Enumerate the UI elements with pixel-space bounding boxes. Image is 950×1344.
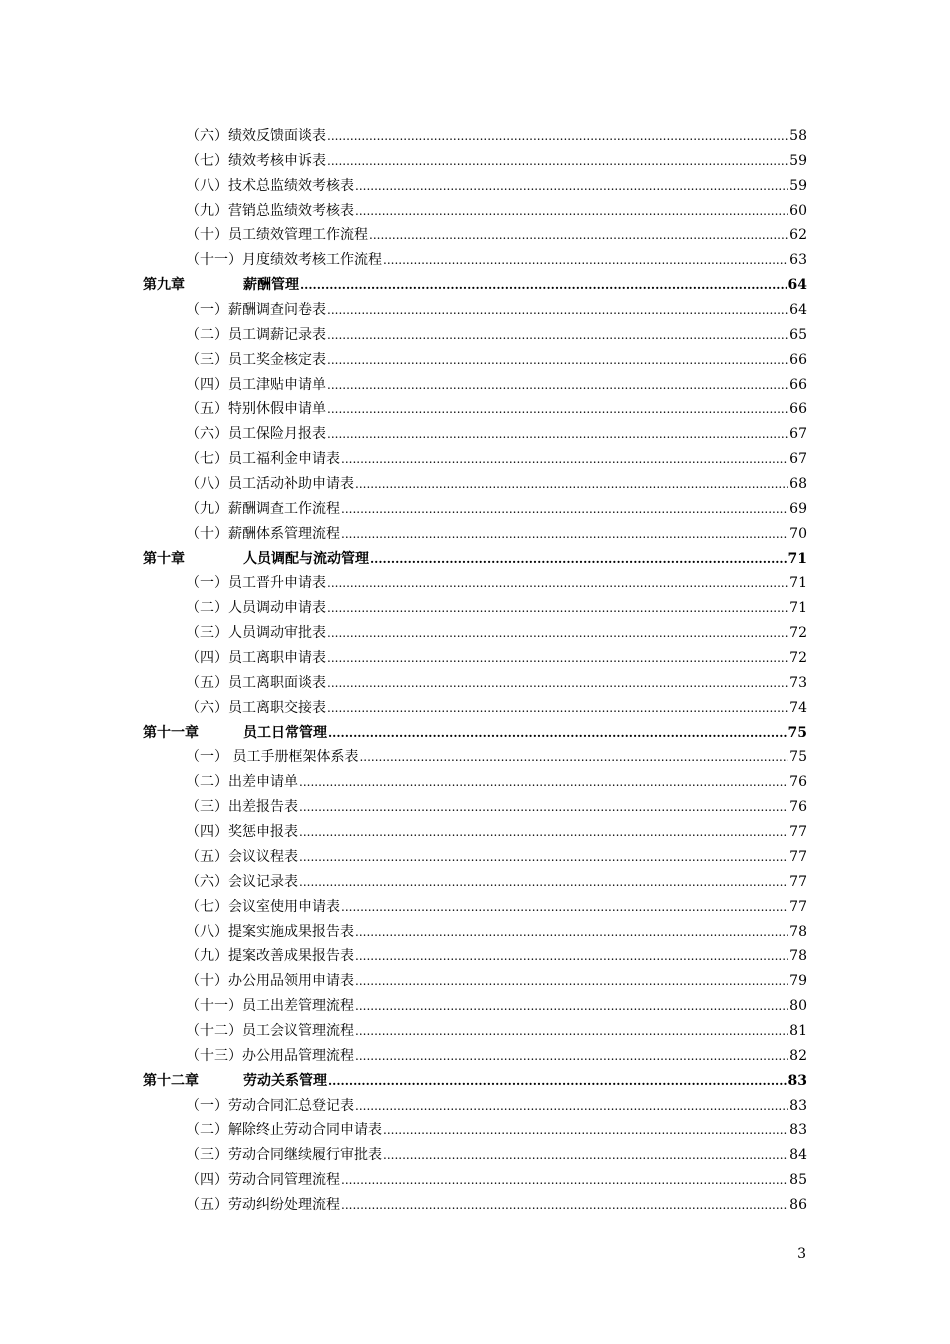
dot-leader xyxy=(355,920,788,945)
toc-page-number: 78 xyxy=(789,948,807,965)
toc-section-label: （二）员工调薪记录表 xyxy=(186,326,326,343)
dot-leader xyxy=(383,248,788,273)
toc-section-entry[interactable] xyxy=(143,472,807,497)
toc-page-number: 77 xyxy=(789,898,807,915)
toc-section-entry[interactable] xyxy=(143,1143,807,1168)
toc-chapter-title: 员工日常管理 xyxy=(243,724,327,741)
toc-section-entry[interactable] xyxy=(143,1118,807,1143)
toc-section-entry[interactable] xyxy=(143,124,807,149)
toc-section-entry[interactable] xyxy=(143,248,807,273)
dot-leader xyxy=(299,770,788,795)
dot-leader xyxy=(327,596,788,621)
toc-chapter-label xyxy=(143,721,327,746)
table-of-contents xyxy=(143,124,807,1218)
toc-section-entry[interactable] xyxy=(143,149,807,174)
toc-page-number: 72 xyxy=(789,625,807,642)
toc-section-label: （五）员工离职面谈表 xyxy=(186,674,326,691)
toc-section-label: （四）奖惩申报表 xyxy=(186,824,298,841)
toc-section-label: （一） 员工手册框架体系表 xyxy=(186,749,359,766)
toc-section-entry[interactable] xyxy=(143,870,807,895)
toc-section-label: （十三）办公用品管理流程 xyxy=(186,1047,354,1064)
toc-chapter-label xyxy=(143,547,369,572)
dot-leader xyxy=(327,348,788,373)
toc-section-label: （六）员工离职交接表 xyxy=(186,699,326,716)
toc-page-number: 64 xyxy=(787,277,807,294)
toc-section-entry[interactable] xyxy=(143,199,807,224)
toc-section-entry[interactable] xyxy=(143,323,807,348)
dot-leader xyxy=(299,795,788,820)
toc-section-label: （二）出差申请单 xyxy=(186,774,298,791)
dot-leader xyxy=(299,820,788,845)
toc-section-label: （七）员工福利金申请表 xyxy=(186,451,340,468)
dot-leader xyxy=(383,1118,788,1143)
dot-leader xyxy=(327,124,788,149)
dot-leader xyxy=(355,994,788,1019)
dot-leader xyxy=(327,621,788,646)
toc-section-entry[interactable] xyxy=(143,571,807,596)
toc-chapter-title: 劳动关系管理 xyxy=(243,1072,327,1089)
dot-leader xyxy=(369,223,788,248)
toc-section-label: （三）人员调动审批表 xyxy=(186,625,326,642)
page-number: 3 xyxy=(797,1246,806,1262)
toc-page-number: 66 xyxy=(789,376,807,393)
toc-chapter-entry[interactable] xyxy=(143,721,807,746)
toc-page-number: 70 xyxy=(789,525,807,542)
toc-section-entry[interactable] xyxy=(143,845,807,870)
toc-page-number: 77 xyxy=(789,824,807,841)
toc-chapter-title: 人员调配与流动管理 xyxy=(243,550,369,567)
dot-leader xyxy=(327,323,788,348)
dot-leader xyxy=(359,745,788,770)
toc-section-entry[interactable] xyxy=(143,348,807,373)
dot-leader xyxy=(299,845,788,870)
toc-page-number: 64 xyxy=(789,302,807,319)
toc-page-number: 67 xyxy=(789,451,807,468)
dot-leader xyxy=(355,1019,788,1044)
toc-section-label: （五）特别休假申请单 xyxy=(186,401,326,418)
toc-section-label: （八）技术总监绩效考核表 xyxy=(186,177,354,194)
toc-section-entry[interactable] xyxy=(143,1193,807,1218)
toc-page-number: 68 xyxy=(789,476,807,493)
dot-leader xyxy=(341,447,788,472)
dot-leader xyxy=(327,671,788,696)
toc-section-label: （四）员工津贴申请单 xyxy=(186,376,326,393)
dot-leader xyxy=(327,422,788,447)
toc-section-entry[interactable] xyxy=(143,621,807,646)
toc-section-entry[interactable] xyxy=(143,944,807,969)
dot-leader xyxy=(341,522,788,547)
toc-section-label: （九）营销总监绩效考核表 xyxy=(186,202,354,219)
toc-section-entry[interactable] xyxy=(143,397,807,422)
toc-section-entry[interactable] xyxy=(143,223,807,248)
toc-page-number: 63 xyxy=(789,252,807,269)
toc-page-number: 75 xyxy=(789,749,807,766)
toc-chapter-entry[interactable] xyxy=(143,1069,807,1094)
toc-section-entry[interactable] xyxy=(143,745,807,770)
toc-page-number: 75 xyxy=(787,724,807,741)
toc-page-number: 82 xyxy=(789,1047,807,1064)
dot-leader xyxy=(341,497,788,522)
toc-section-label: （一）薪酬调查问卷表 xyxy=(186,302,326,319)
toc-page-number: 73 xyxy=(789,674,807,691)
toc-section-label: （六）绩效反馈面谈表 xyxy=(186,128,326,144)
toc-page-number: 58 xyxy=(789,128,807,144)
dot-leader xyxy=(355,199,788,224)
dot-leader xyxy=(355,1044,788,1069)
toc-page-number: 85 xyxy=(789,1172,807,1189)
toc-section-label: （十一）员工出差管理流程 xyxy=(186,998,354,1015)
toc-chapter-title: 薪酬管理 xyxy=(243,277,299,294)
toc-section-entry[interactable] xyxy=(143,298,807,323)
toc-page-number: 71 xyxy=(787,550,807,567)
toc-section-entry[interactable] xyxy=(143,497,807,522)
dot-leader xyxy=(355,969,788,994)
toc-chapter-number: 第十二章 xyxy=(143,1072,199,1089)
toc-section-label: （一）劳动合同汇总登记表 xyxy=(186,1097,354,1114)
toc-section-label: （十）薪酬体系管理流程 xyxy=(186,525,340,542)
toc-page-number: 71 xyxy=(789,600,807,617)
dot-leader xyxy=(355,472,788,497)
dot-leader xyxy=(355,944,788,969)
toc-page-number: 77 xyxy=(789,848,807,865)
dot-leader xyxy=(327,696,788,721)
toc-section-entry[interactable] xyxy=(143,447,807,472)
toc-page-number: 83 xyxy=(789,1097,807,1114)
toc-section-label: （九）提案改善成果报告表 xyxy=(186,948,354,965)
toc-section-label: （七）会议室使用申请表 xyxy=(186,898,340,915)
toc-section-entry[interactable] xyxy=(143,174,807,199)
toc-section-label: （九）薪酬调查工作流程 xyxy=(186,500,340,517)
toc-section-label: （一）员工晋升申请表 xyxy=(186,575,326,592)
dot-leader xyxy=(328,721,787,746)
toc-page-number: 59 xyxy=(789,177,807,194)
dot-leader xyxy=(327,373,788,398)
dot-leader xyxy=(300,273,787,298)
toc-page-number: 67 xyxy=(789,426,807,443)
toc-section-entry[interactable] xyxy=(143,895,807,920)
toc-page-number: 76 xyxy=(789,774,807,791)
toc-chapter-label xyxy=(143,273,299,298)
toc-section-entry[interactable] xyxy=(143,1019,807,1044)
toc-section-entry[interactable] xyxy=(143,1094,807,1119)
toc-section-entry[interactable] xyxy=(143,1044,807,1069)
toc-section-entry[interactable] xyxy=(143,820,807,845)
toc-section-entry[interactable] xyxy=(143,969,807,994)
toc-section-label: （十二）员工会议管理流程 xyxy=(186,1022,354,1039)
toc-section-label: （十一）月度绩效考核工作流程 xyxy=(186,252,382,269)
toc-chapter-number: 第十章 xyxy=(143,550,185,567)
toc-page-number: 86 xyxy=(789,1196,807,1213)
toc-section-entry[interactable] xyxy=(143,795,807,820)
dot-leader xyxy=(327,571,788,596)
dot-leader xyxy=(327,646,788,671)
toc-section-label: （二）解除终止劳动合同申请表 xyxy=(186,1122,382,1139)
toc-section-entry[interactable] xyxy=(143,646,807,671)
toc-page-number: 84 xyxy=(789,1147,807,1164)
toc-page-number: 71 xyxy=(789,575,807,592)
toc-page-number: 60 xyxy=(789,202,807,219)
toc-page-number: 79 xyxy=(789,973,807,990)
toc-section-entry[interactable] xyxy=(143,373,807,398)
dot-leader xyxy=(383,1143,788,1168)
toc-section-label: （四）劳动合同管理流程 xyxy=(186,1172,340,1189)
toc-section-label: （三）劳动合同继续履行审批表 xyxy=(186,1147,382,1164)
toc-section-label: （七）绩效考核申诉表 xyxy=(186,152,326,169)
toc-chapter-number: 第九章 xyxy=(143,277,185,294)
toc-section-entry[interactable] xyxy=(143,1168,807,1193)
toc-chapter-entry[interactable] xyxy=(143,547,807,572)
dot-leader xyxy=(299,870,788,895)
toc-page-number: 76 xyxy=(789,799,807,816)
dot-leader xyxy=(328,1069,787,1094)
dot-leader xyxy=(355,174,788,199)
dot-leader xyxy=(341,1168,788,1193)
dot-leader xyxy=(327,149,788,174)
toc-section-label: （六）会议记录表 xyxy=(186,873,298,890)
toc-page-number: 81 xyxy=(789,1022,807,1039)
toc-page-number: 83 xyxy=(789,1122,807,1139)
toc-section-entry[interactable] xyxy=(143,596,807,621)
toc-section-label: （六）员工保险月报表 xyxy=(186,426,326,443)
toc-page-number: 78 xyxy=(789,923,807,940)
toc-chapter-number: 第十一章 xyxy=(143,724,199,741)
toc-chapter-label xyxy=(143,1069,327,1094)
toc-page-number: 74 xyxy=(789,699,807,716)
toc-section-label: （四）员工离职申请表 xyxy=(186,650,326,667)
toc-section-entry[interactable] xyxy=(143,671,807,696)
toc-section-label: （三）出差报告表 xyxy=(186,799,298,816)
dot-leader xyxy=(341,895,788,920)
toc-page-number: 69 xyxy=(789,500,807,517)
toc-page-number: 72 xyxy=(789,650,807,667)
toc-section-label: （二）人员调动申请表 xyxy=(186,600,326,617)
toc-section-label: （五）劳动纠纷处理流程 xyxy=(186,1196,340,1213)
toc-section-label: （三）员工奖金核定表 xyxy=(186,351,326,368)
dot-leader xyxy=(327,397,788,422)
toc-page-number: 59 xyxy=(789,152,807,169)
toc-section-entry[interactable] xyxy=(143,920,807,945)
toc-section-label: （五）会议议程表 xyxy=(186,848,298,865)
dot-leader xyxy=(327,298,788,323)
toc-section-label: （八）提案实施成果报告表 xyxy=(186,923,354,940)
toc-page-number: 66 xyxy=(789,401,807,418)
toc-page-number: 66 xyxy=(789,351,807,368)
toc-section-label: （十）员工绩效管理工作流程 xyxy=(186,227,368,244)
toc-section-entry[interactable] xyxy=(143,994,807,1019)
toc-section-entry[interactable] xyxy=(143,422,807,447)
toc-page-number: 65 xyxy=(789,326,807,343)
toc-page-number: 62 xyxy=(789,227,807,244)
toc-section-label: （十）办公用品领用申请表 xyxy=(186,973,354,990)
toc-page-number: 80 xyxy=(789,998,807,1015)
toc-page-number: 83 xyxy=(787,1072,807,1089)
toc-chapter-entry[interactable] xyxy=(143,273,807,298)
dot-leader xyxy=(355,1094,788,1119)
toc-section-label: （八）员工活动补助申请表 xyxy=(186,476,354,493)
dot-leader xyxy=(370,547,787,572)
toc-section-entry[interactable] xyxy=(143,770,807,795)
toc-section-entry[interactable] xyxy=(143,696,807,721)
toc-page-number: 77 xyxy=(789,873,807,890)
dot-leader xyxy=(341,1193,788,1218)
toc-section-entry[interactable] xyxy=(143,522,807,547)
